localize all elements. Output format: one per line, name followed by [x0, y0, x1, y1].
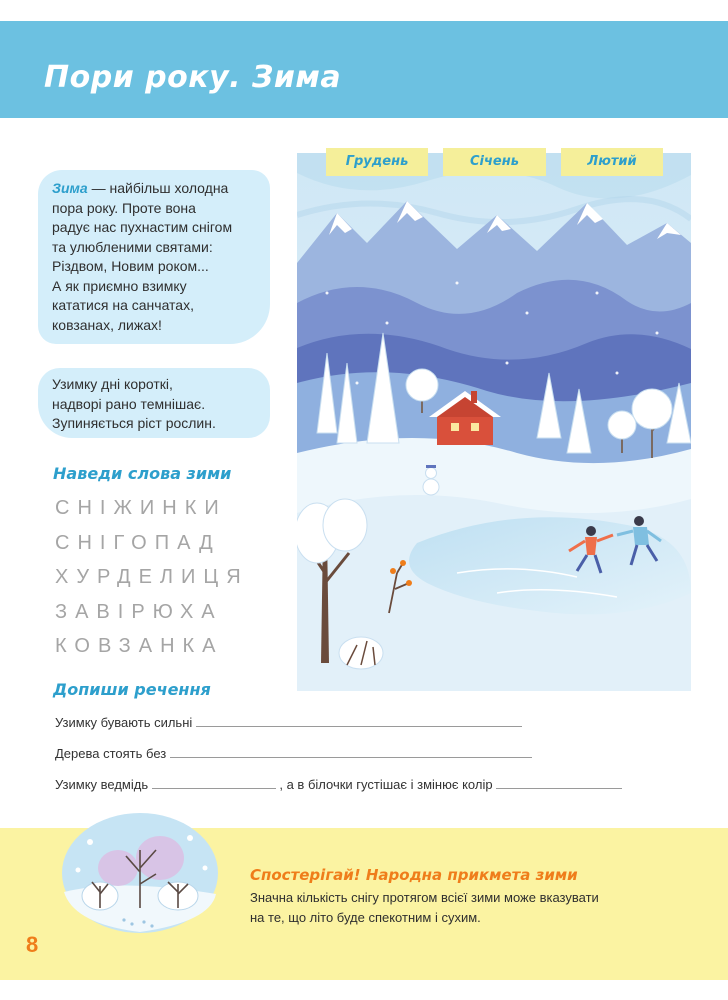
intro-line: та улюбленими святами: [52, 238, 213, 255]
sentence-3-text-b: , а в білочки густішає і змінює колір [279, 777, 493, 792]
sentence-1 [55, 714, 522, 730]
month-label-december: Грудень [326, 148, 428, 176]
observation-line: на те, що літо буде спекотним і сухим. [250, 910, 481, 925]
traceable-word: СНІГОПАД [55, 531, 221, 554]
sentence-3 [55, 776, 622, 792]
traceable-word: ЗАВІРЮХА [55, 600, 223, 623]
answer-blank-2[interactable] [170, 745, 532, 758]
page-number: 8 [26, 932, 39, 957]
observation-text [250, 888, 690, 928]
page-title: Пори року. Зима [44, 60, 342, 95]
snowy-trees-illustration [60, 812, 220, 934]
intro-line: ковзанах, лижах! [52, 316, 162, 333]
observation-title: Спостерігай! Народна прикмета зими [250, 866, 578, 884]
traceable-word: ХУРДЕЛИЦЯ [55, 566, 249, 588]
answer-blank-4[interactable] [496, 776, 622, 789]
sentence-2 [55, 745, 532, 761]
intro-line: А як приємно взимку [52, 277, 187, 294]
month-label-february: Лютий [561, 148, 663, 176]
answer-blank-1[interactable] [196, 714, 522, 727]
sentence-2-text: Дерева стоять без [55, 746, 167, 761]
traceable-word: СНІЖИНКИ [55, 497, 227, 519]
fact-line: надворі рано темнішає. [52, 395, 206, 412]
fact-line: Узимку дні короткі, [52, 376, 173, 392]
intro-line: Різдвом, Новим роком... [52, 258, 209, 274]
intro-line: кататися на санчатах, [52, 297, 194, 313]
intro-line: пора року. Проте вона [52, 199, 196, 216]
fact-line: Зупиняється ріст рослин. [52, 415, 216, 431]
winter-word-list [55, 494, 249, 667]
words-task-heading: Наведи слова зими [53, 464, 232, 483]
sentences-task-heading: Допиши речення [53, 680, 211, 699]
intro-line: — найбільш холодна [87, 180, 229, 196]
winter-landscape-illustration [297, 153, 691, 691]
intro-bubble [38, 170, 270, 344]
sentence-3-text-a: Узимку ведмідь [55, 777, 149, 792]
intro-line: радує нас пухнастим снігом [52, 219, 233, 235]
month-label-january: Січень [443, 148, 546, 176]
intro-keyword: Зима [52, 180, 88, 196]
answer-blank-3[interactable] [152, 776, 276, 789]
fact-bubble [38, 368, 270, 438]
sentence-1-text: Узимку бувають сильні [55, 715, 193, 730]
traceable-word: КОВЗАНКА [55, 635, 224, 657]
observation-line: Значна кількість снігу протягом всієї зими може вказувати [250, 890, 599, 905]
